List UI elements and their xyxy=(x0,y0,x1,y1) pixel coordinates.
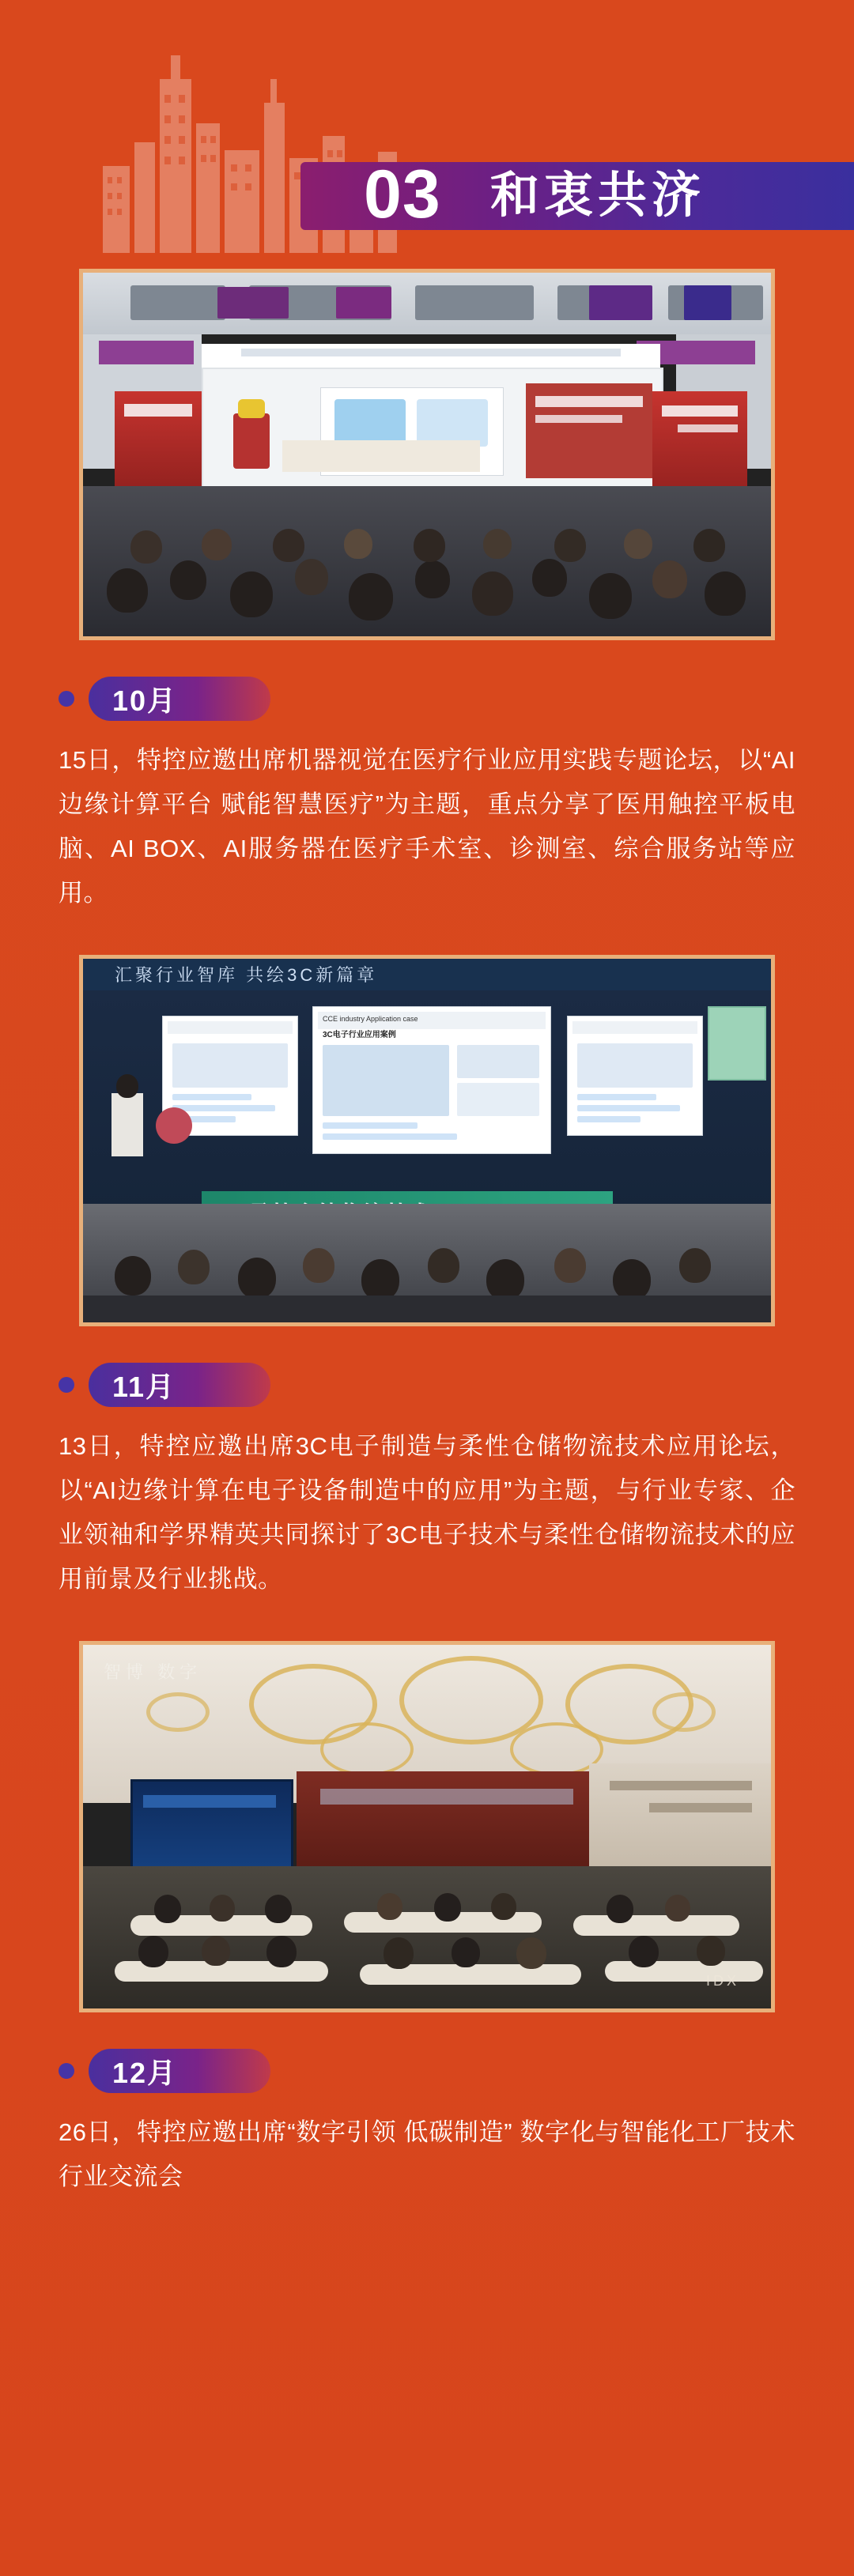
page-title: 和衷共济 xyxy=(490,168,706,223)
photo-3c-forum: 汇聚行业智库 共绘3C新篇章 CCE industry Application case 3C电子行业应用案例 xyxy=(79,955,775,1326)
month-label-october xyxy=(59,677,854,721)
paragraph-october: 15日，特控应邀出席机器视觉在医疗行业应用实践专题论坛，以“AI边缘计算平台 赋能智慧医疗”为主题，重点分享了医用触控平板电脑、AI BOX、AI服务器在医疗手术室、诊测室、综合服务站等应用。 xyxy=(59,746,795,907)
month-pill: 11月 xyxy=(89,1363,270,1407)
photo-banquet-conference xyxy=(79,1641,775,2012)
month-pill: 10月 xyxy=(89,677,270,721)
photo2-top-strip-text: 汇聚行业智库 共绘3C新篇章 xyxy=(115,965,378,985)
page-header xyxy=(0,0,854,269)
month-label-november xyxy=(59,1363,854,1407)
bullet-dot-icon xyxy=(59,2063,74,2079)
month-pill: 12月 xyxy=(89,2049,270,2093)
content-block-december xyxy=(0,1641,854,2199)
photo-exhibition-seminar xyxy=(79,269,775,640)
bullet-dot-icon xyxy=(59,1377,74,1393)
paragraph-december: 26日，特控应邀出席“数字引领 低碳制造” 数字化与智能化工厂技术行业交流会 xyxy=(59,2118,795,2190)
photo3-top-left-logo: 智博 数字 xyxy=(104,1662,202,1682)
content-block-november xyxy=(0,955,854,1601)
content-block-october xyxy=(0,269,854,915)
paragraph-november: 13日，特控应邀出席3C电子制造与柔性仓储物流技术应用论坛，以“AI边缘计算在电子设备制造中的应用”为主题，与行业专家、企业领袖和学界精英共同探讨了3C电子技术与柔性仓储物流技术的应用前景及行业挑战。 xyxy=(59,1432,795,1593)
month-label-december xyxy=(59,2049,854,2093)
section-number: 03 xyxy=(364,157,441,232)
bullet-dot-icon xyxy=(59,691,74,707)
photo3-bottom-right-logo: IDX xyxy=(705,1973,739,1989)
